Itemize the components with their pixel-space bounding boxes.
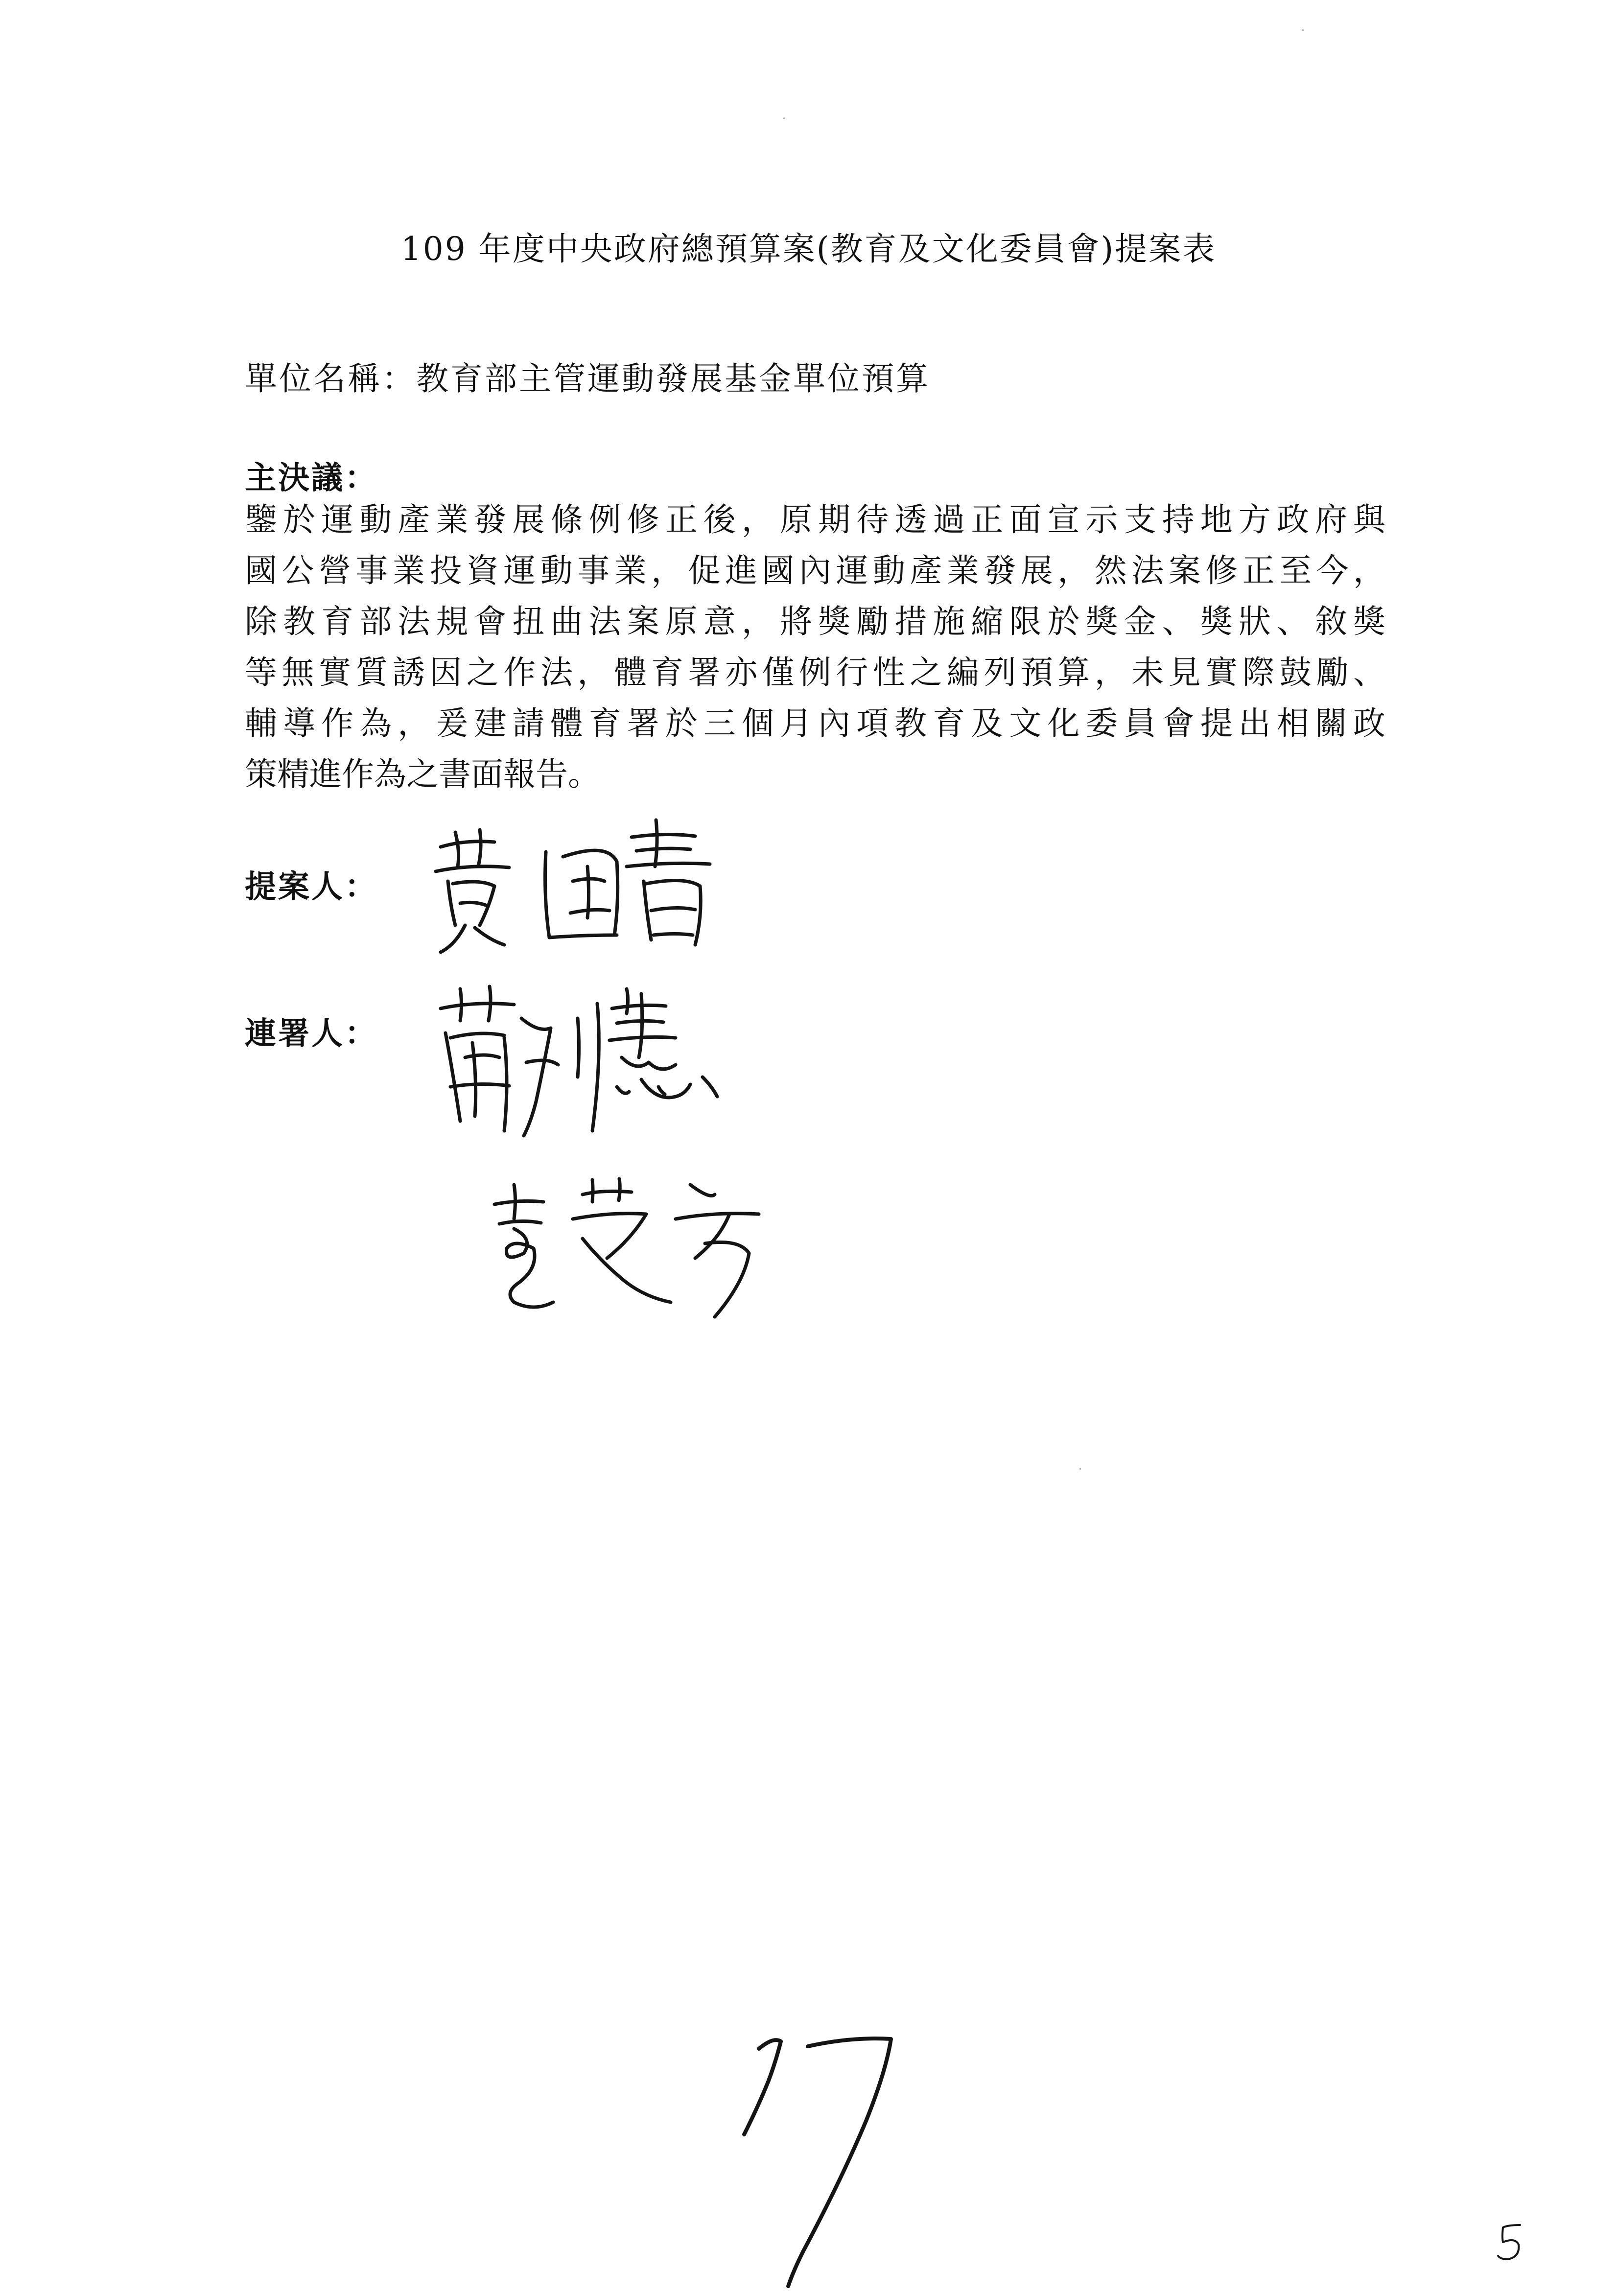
cosigner-signature-1 [431,974,754,1155]
scan-speck [1079,1468,1081,1470]
resolution-line: 除教育部法規會扭曲法案原意，將獎勵措施縮限於獎金、獎狀、敘獎 [245,603,1385,640]
scan-speck [1302,29,1304,31]
resolution-line: 國公營事業投資運動事業，促進國內運動產業發展，然法案修正至今， [245,552,1385,589]
proposer-signature [421,813,739,960]
proposer-label: 提案人： [245,868,378,905]
cosigner-signature-2 [485,1165,778,1332]
scan-speck [783,117,785,119]
resolution-line: 策精進作為之書面報告。 [245,755,600,793]
resolution-label: 主決議： [245,460,378,496]
resolution-line: 等無實質誘因之作法，體育署亦僅例行性之編列預算，未見實際鼓勵、 [245,654,1385,691]
document-title: 109 年度中央政府總預算案(教育及文化委員會)提案表 [400,230,1217,268]
corner-mark [1488,2218,1537,2267]
unit-name-line: 單位名稱：教育部主管運動發展基金單位預算 [245,360,930,398]
resolution-line: 輔導作為，爰建請體育署於三個月內項教育及文化委員會提出相關政 [245,704,1385,742]
resolution-body [245,494,1390,800]
resolution-line: 鑒於運動產業發展條例修正後，原期待透過正面宣示支持地方政府與 [245,501,1385,539]
handwritten-page-number [734,2022,920,2296]
cosigner-label: 連署人： [245,1015,378,1052]
